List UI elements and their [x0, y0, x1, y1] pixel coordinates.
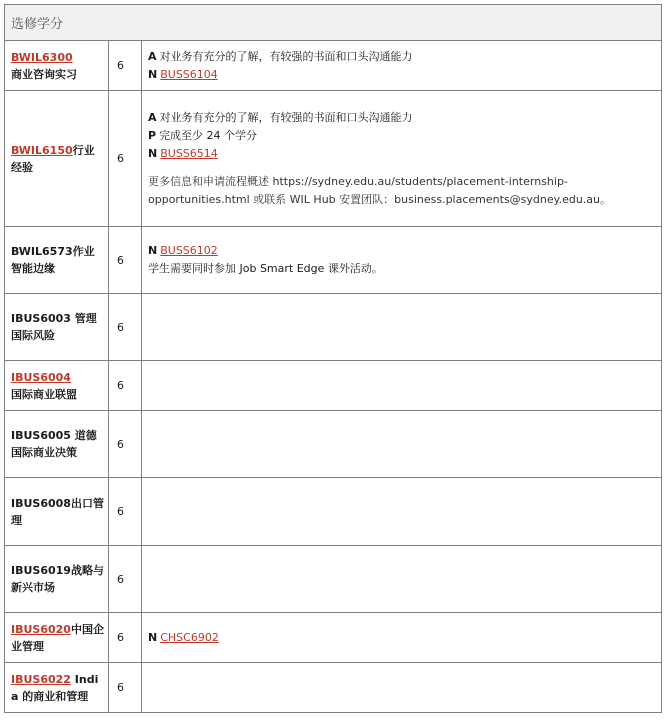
unit-code: IBUS6005 [11, 429, 71, 442]
credit-points: 6 [109, 478, 142, 546]
credit-points: 6 [109, 91, 142, 227]
units-table [4, 4, 662, 713]
credit-points: 6 [109, 227, 142, 294]
table-row [5, 411, 662, 478]
section-header-row [5, 5, 662, 41]
unit-title: 出口管理 [11, 496, 104, 527]
requirements-cell [142, 41, 662, 91]
req-label: A [148, 110, 157, 124]
unit-name-cell [5, 294, 109, 361]
credit-points: 6 [109, 546, 142, 613]
credit-points: 6 [109, 663, 142, 713]
unit-title: 国际商业联盟 [11, 387, 77, 401]
requirements-cell [142, 294, 662, 361]
table-row [5, 227, 662, 294]
req-text: 对业务有充分的了解，有较强的书面和口头沟通能力 [159, 49, 413, 63]
req-label: P [148, 128, 157, 142]
prohibition-link[interactable]: BUSS6102 [160, 244, 218, 257]
req-label: N [148, 630, 158, 644]
table-row [5, 361, 662, 411]
unit-title: 管理国际风险 [11, 312, 97, 342]
req-label: N [148, 67, 158, 81]
unit-code-link[interactable]: IBUS6022 [11, 672, 71, 686]
table-row [5, 478, 662, 546]
table-row [5, 41, 662, 91]
req-text: 对业务有充分的了解，有较强的书面和口头沟通能力 [159, 110, 413, 124]
credit-points: 6 [109, 361, 142, 411]
unit-code: IBUS6019 [11, 564, 71, 577]
unit-name-cell [5, 663, 109, 713]
requirements-cell [142, 613, 662, 663]
table-row [5, 613, 662, 663]
prohibition-link[interactable]: BUSS6514 [160, 146, 218, 160]
prohibition-link[interactable]: BUSS6104 [160, 67, 218, 81]
credit-points: 6 [109, 411, 142, 478]
unit-name-cell [5, 227, 109, 294]
unit-code: BWIL6573 [11, 245, 73, 258]
unit-title: 中国企业管理 [11, 622, 104, 653]
req-label: A [148, 49, 157, 63]
section-title: 选修学分 [5, 5, 662, 41]
unit-name-cell [5, 91, 109, 227]
req-label: N [148, 146, 158, 160]
requirements-cell [142, 361, 662, 411]
unit-title: 作业智能边缘 [11, 245, 95, 275]
req-text: 完成至少 24 个学分 [159, 128, 258, 142]
unit-title: 商业咨询实习 [11, 67, 77, 81]
requirements-cell [142, 91, 662, 227]
placement-info-note: 更多信息和申请流程概述 https://sydney.edu.au/students/placement-internship-opportunities.html 或联系 WIL Hub 安置团队：business.placements@sydney.edu.au。 [148, 174, 612, 206]
unit-code: IBUS6008 [11, 496, 71, 510]
unit-name-cell [5, 41, 109, 91]
unit-title: 道德国际商业决策 [11, 429, 97, 459]
unit-name-cell [5, 411, 109, 478]
table-row [5, 546, 662, 613]
unit-code-link[interactable]: BWIL6150 [11, 143, 73, 157]
table-row [5, 91, 662, 227]
unit-title: Indi a 的商业和管理 [11, 672, 99, 703]
unit-title: 行业经验 [11, 143, 95, 174]
credit-points: 6 [109, 613, 142, 663]
unit-name-cell [5, 613, 109, 663]
requirements-cell [142, 546, 662, 613]
unit-code-link[interactable]: IBUS6020 [11, 622, 71, 636]
unit-code-link[interactable]: IBUS6004 [11, 370, 71, 384]
requirements-cell [142, 478, 662, 546]
req-text: 学生需要同时参加 Job Smart Edge 课外活动。 [148, 262, 383, 275]
req-label: N [148, 244, 158, 257]
requirements-cell [142, 411, 662, 478]
table-row [5, 294, 662, 361]
prohibition-link[interactable]: CHSC6902 [160, 630, 219, 644]
table-row [5, 663, 662, 713]
unit-title: 战略与新兴市场 [11, 564, 104, 594]
unit-code: IBUS6003 [11, 312, 71, 325]
requirements-cell [142, 227, 662, 294]
unit-name-cell [5, 478, 109, 546]
unit-name-cell [5, 361, 109, 411]
credit-points: 6 [109, 294, 142, 361]
requirements-cell [142, 663, 662, 713]
credit-points: 6 [109, 41, 142, 91]
unit-code-link[interactable]: BWIL6300 [11, 50, 73, 64]
unit-name-cell [5, 546, 109, 613]
